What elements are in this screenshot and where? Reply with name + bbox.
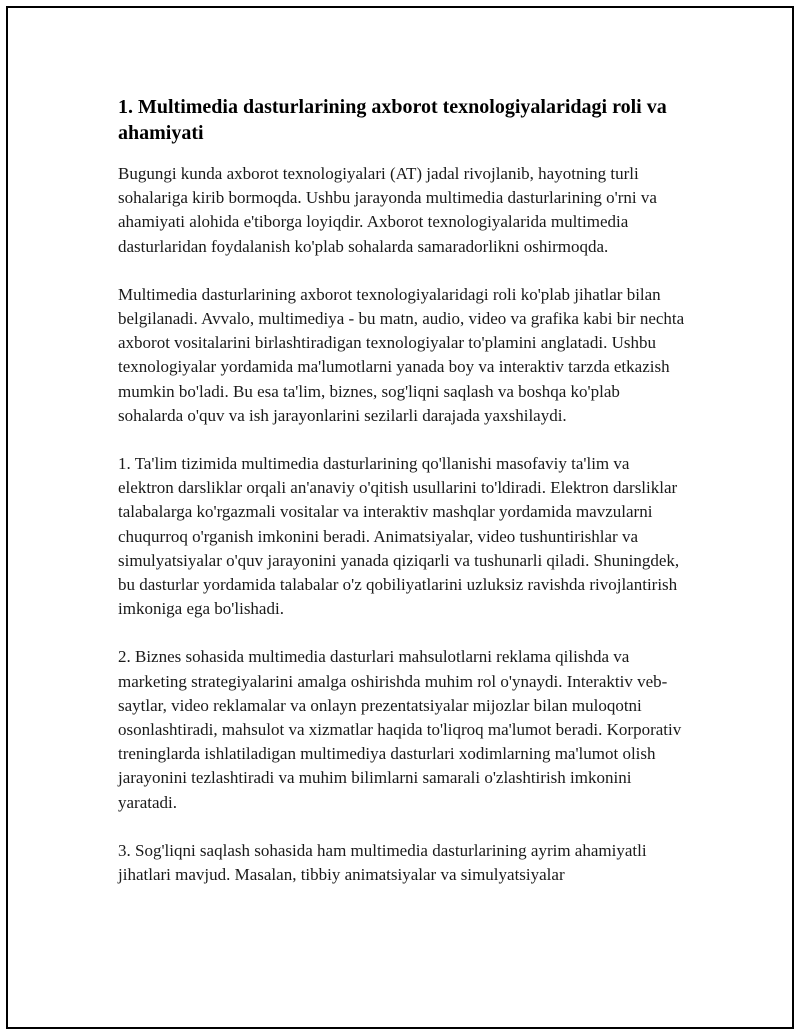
paragraph-intro: Bugungi kunda axborot texnologiyalari (AT) jadal rivojlanib, hayotning turli sohalariga kirib bormoqda. Ushbu jarayonda multimedia dasturlarining o'rni va ahamiyati alohida e'tiborga loyiqdir. Axborot texnologiyalarida multimedia dasturlaridan foydalanish ko'plab sohalarda samaradorlikni oshirmoqda. — [118, 164, 657, 256]
paragraph-business: 2. Biznes sohasida multimedia dasturlari mahsulotlarni reklama qilishda va marketing strategiyalarini amalga oshirishda muhim rol o'ynaydi. Interaktiv veb-saytlar, video reklamalar va onlayn prezentatsiyalar mijozlar bilan muloqotni osonlashtiradi, mahsulot va xizmatlar haqida to'liqroq ma'lumot beradi. Korporativ treninglarda ishlatiladigan multimediya dasturlari xodimlarning ma'lumot olish jarayonini tezlashtiradi va muhim bilimlarni samarali o'zlashtirish imkonini yaratadi. — [118, 647, 682, 812]
section-heading: 1. Multimedia dasturlarining axborot texnologiyalaridagi roli va ahamiyati — [118, 96, 667, 144]
paragraph-health: 3. Sog'liqni saqlash sohasida ham multimedia dasturlarining ayrim ahamiyatli jihatlari mavjud. Masalan, tibbiy animatsiyalar va simulyatsiyalar — [118, 840, 647, 885]
document-body — [118, 94, 688, 911]
paragraph-education: 1. Ta'lim tizimida multimedia dasturlarining qo'llanishi masofaviy ta'lim va elektron darsliklar orqali an'anaviy o'qitish usullarini to'ldiradi. Elektron darsliklar talabalarga ko'rgazmali vositalar va interaktiv mashqlar yordamida mavzularni chuqurroq o'rganish imkonini beradi. Animatsiyalar, video tushuntirishlar va simulyatsiyalar o'quv jarayonini yanada qiziqarli va tushunarli qiladi. Shuningdek, bu dasturlar yordamida talabalar o'z qobiliyatlarini uzluksiz ravishda rivojlantirish imkoniga ega bo'lishadi. — [118, 454, 680, 619]
paragraph-role: Multimedia dasturlarining axborot texnologiyalaridagi roli ko'plab jihatlar bilan belgilanadi. Avvalo, multimediya - bu matn, audio, video va grafika kabi bir nechta axborot vositalarini birlashtiradigan texnologiyalar to'plamini anglatadi. Ushbu texnologiyalar yordamida ma'lumotlarni yanada boy va interaktiv tarzda etkazish mumkin bo'ladi. Bu esa ta'lim, biznes, sog'liqni saqlash va boshqa ko'plab sohalarda o'quv va ish jarayonlarini sezilarli darajada yaxshilaydi. — [118, 284, 685, 425]
